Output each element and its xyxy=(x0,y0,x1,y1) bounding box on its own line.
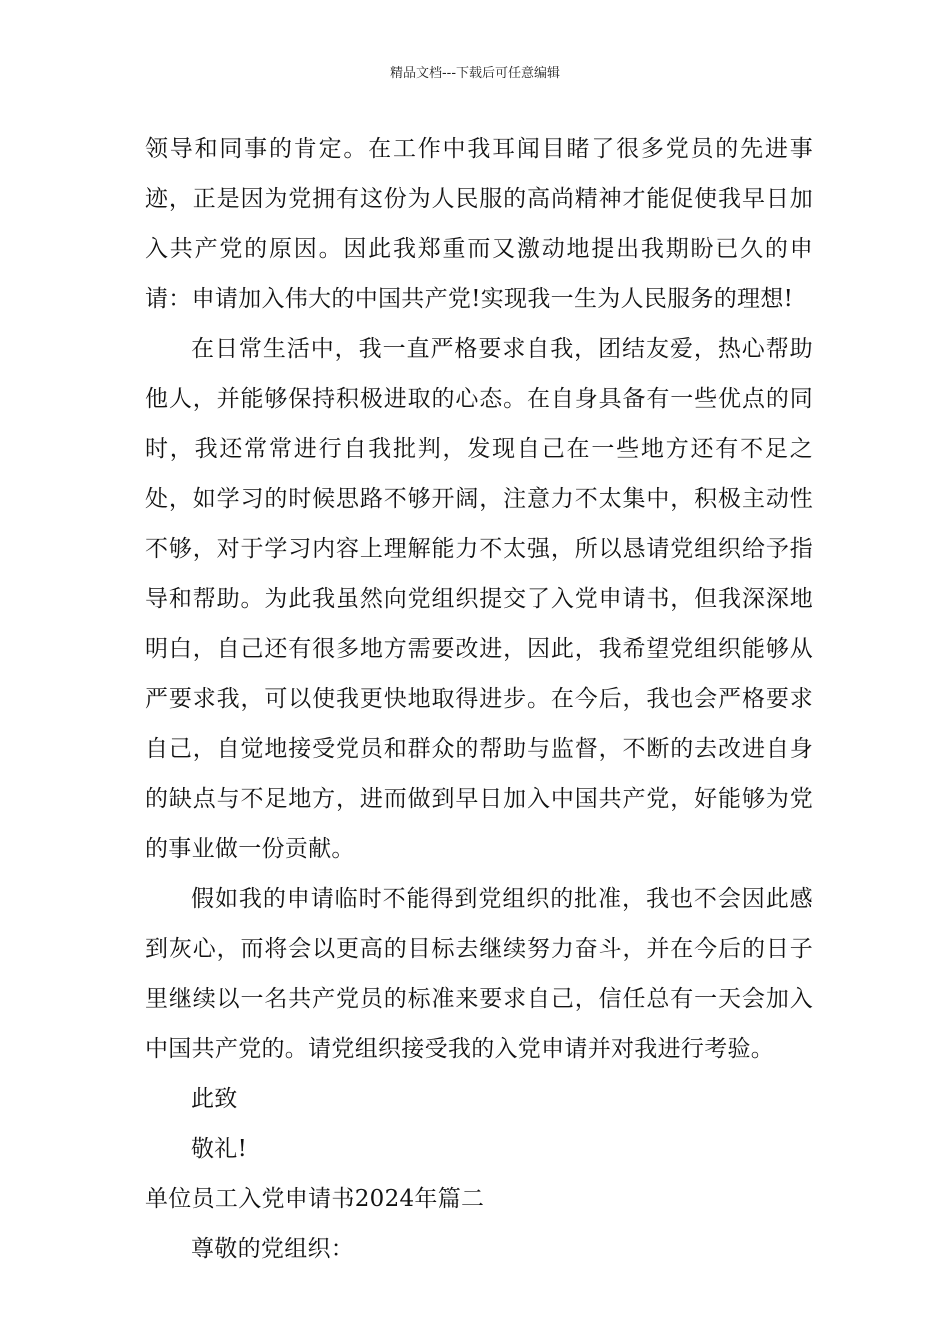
paragraph-2: 在日常生活中，我一直严格要求自我，团结友爱，热心帮助他人，并能够保持积极进取的心态。在自身具备有一些优点的同时，我还常常进行自我批判，发现自己在一些地方还有不足之处，如学习的时候思路不够开阔，注意力不太集中，积极主动性不够，对于学习内容上理解能力不太强，所以恳请党组织给予指导和帮助。为此我虽然向党组织提交了入党申请书，但我深深地明白，自己还有很多地方需要改进，因此，我希望党组织能够从严要求我，可以使我更快地取得进步。在今后，我也会严格要求自己，自觉地接受党员和群众的帮助与监督，不断的去改进自身的缺点与不足地方，进而做到早日加入中国共产党，好能够为党的事业做一份贡献。 xyxy=(145,336,813,862)
paragraph-1: 领导和同事的肯定。在工作中我耳闻目睹了很多党员的先进事迹，正是因为党拥有这份为人民服的高尚精神才能促使我早日加入共产党的原因。因此我郑重而又激动地提出我期盼已久的申请：申请加入伟大的中国共产党!实现我一生为人民服务的理想! xyxy=(145,136,813,312)
paragraph-3: 假如我的申请临时不能得到党组织的批准，我也不会因此感到灰心，而将会以更高的目标去继续努力奋斗，并在今后的日子里继续以一名共产党员的标准来要求自己，信任总有一天会加入中国共产党的。请党组织接受我的入党申请并对我进行考验。 xyxy=(145,886,813,1062)
greeting: 尊敬的党组织： xyxy=(191,1236,355,1262)
page-header: 精品文档---下载后可任意编辑 xyxy=(389,66,561,81)
section-title: 单位员工入党申请书2024年篇二 xyxy=(145,1186,485,1212)
closing-salutation: 此致 xyxy=(191,1086,238,1112)
document-body xyxy=(145,124,813,1274)
closing-regards: 敬礼! xyxy=(191,1136,248,1162)
